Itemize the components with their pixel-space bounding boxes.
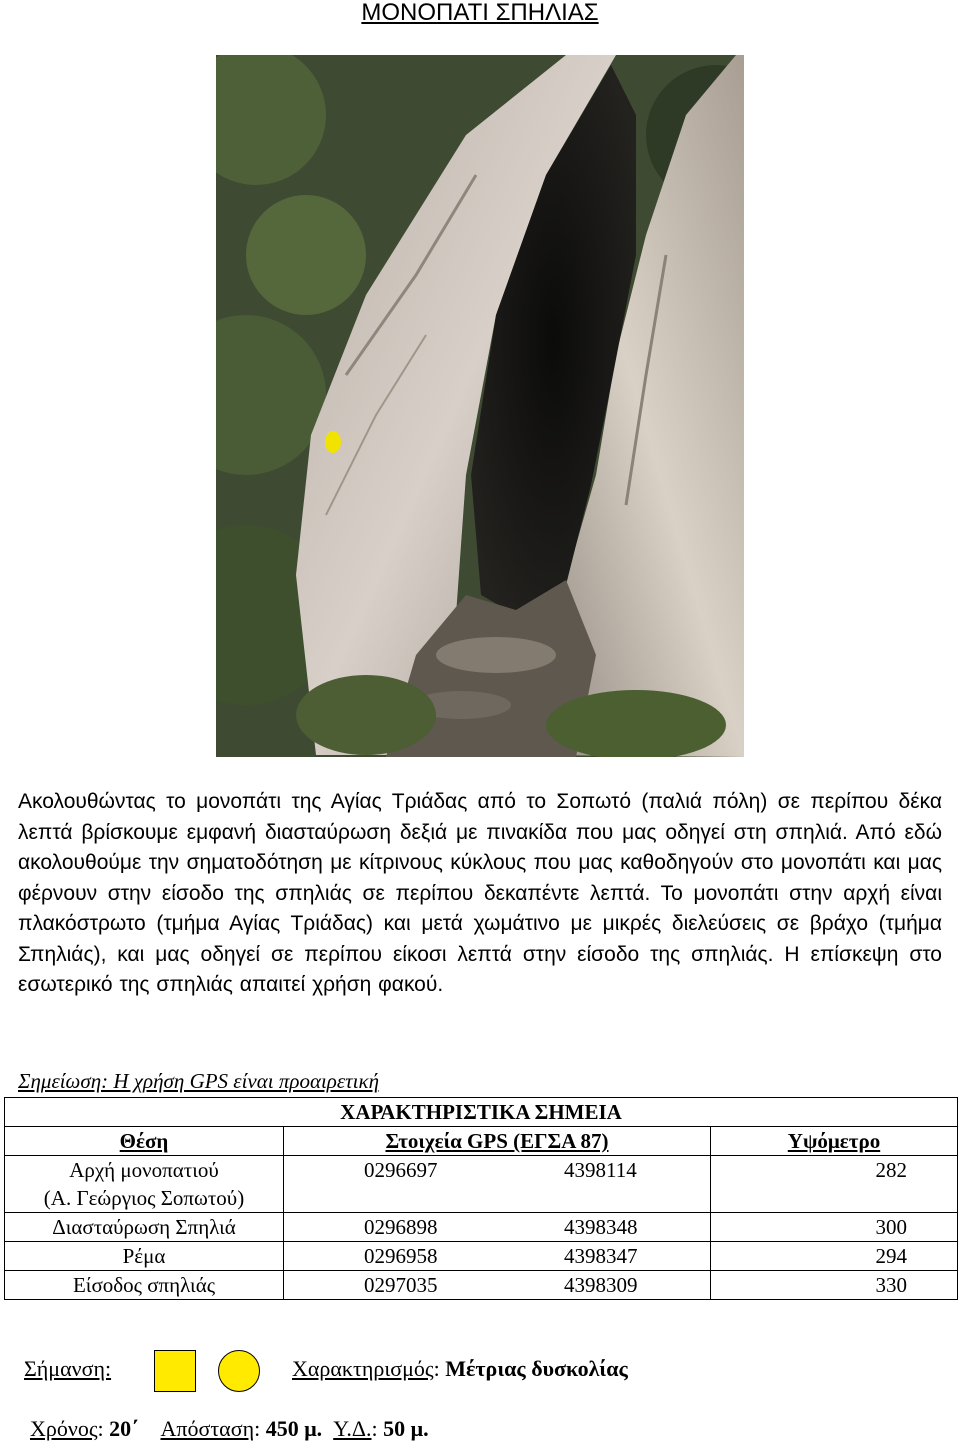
easting: 0296697 — [364, 1158, 438, 1182]
difficulty-value: Μέτριας δυσκολίας — [445, 1356, 628, 1381]
trail-stats: Χρόνος: 20΄ Απόσταση: 450 μ. Υ.Δ.: 50 μ. — [30, 1416, 429, 1441]
cell-gps — [284, 1271, 711, 1300]
northing: 4398348 — [564, 1215, 638, 1239]
description-paragraph: Ακολουθώντας το μονοπάτι της Αγίας Τριάδας από το Σοπωτό (παλιά πόλη) σε περίπου δέκα λεπτά βρίσκουμε εμφανή διασταύρωση δεξιά με πινακίδα που μας οδηγεί στη σπηλιά. Από εδώ ακολουθούμε την σηματοδότηση με κίτρινους κύκλους που μας καθοδηγούν στο μονοπάτι και μας φέρνουν στην είσοδο της σπηλιάς σε περίπου δεκαπέντε λεπτά. Το μονοπάτι στην αρχή είναι πλακόστρωτο (τμήμα Αγίας Τριάδας) και μετά χωμάτινο με μικρές διελεύσεις σε βράχο (τμήμα Σπηλιάς), και μας οδηγεί σε περίπου είκοσι λεπτά στην είσοδο της σπηλιάς. Η επίσκεψη στο εσωτερικό της σπηλιάς απαιτεί χρήση φακού. — [18, 790, 942, 996]
elevation-value: 50 μ. — [383, 1416, 429, 1441]
cell-altitude: 282 — [711, 1156, 958, 1213]
cell-position — [5, 1156, 284, 1213]
cell-gps — [284, 1242, 711, 1271]
difficulty-label: Χαρακτηρισμός — [292, 1356, 434, 1381]
cell-altitude: 300 — [711, 1213, 958, 1242]
easting: 0297035 — [364, 1273, 438, 1297]
table-caption: ΧΑΡΑΚΤΗΡΙΣΤΙΚΑ ΣΗΜΕΙΑ — [5, 1098, 958, 1127]
distance-value: 450 μ. — [265, 1416, 323, 1441]
page-title: ΜΟΝΟΠΑΤΙ ΣΠΗΛΙΑΣ — [361, 0, 599, 26]
cell-position: Ρέμα — [5, 1242, 284, 1271]
cave-photo-illustration — [216, 55, 744, 757]
table-row — [5, 1271, 958, 1300]
yellow-square-marker-icon — [154, 1350, 196, 1392]
marking-label: Σήμανση: — [24, 1356, 112, 1381]
gps-note: Σημείωση: Η χρήση GPS είναι προαιρετική — [18, 1069, 380, 1093]
cell-position: Διασταύρωση Σπηλιά — [5, 1213, 284, 1242]
yellow-trail-marker — [325, 431, 341, 453]
table-row — [5, 1242, 958, 1271]
northing: 4398114 — [564, 1158, 637, 1182]
cell-altitude: 294 — [711, 1242, 958, 1271]
position-line2: (Α. Γεώργιος Σοπωτού) — [43, 1186, 245, 1210]
cell-altitude: 330 — [711, 1271, 958, 1300]
table-header-row — [5, 1127, 958, 1156]
table-caption-row — [5, 1098, 958, 1127]
cell-gps — [284, 1213, 711, 1242]
header-gps: Στοιχεία GPS (ΕΓΣΑ 87) — [284, 1127, 711, 1156]
difficulty-separator: : — [433, 1356, 440, 1381]
marking-section — [24, 1355, 111, 1383]
waypoints-table — [4, 1097, 958, 1300]
northing: 4398347 — [564, 1244, 638, 1268]
header-position: Θέση — [5, 1127, 284, 1156]
position-line1: Αρχή μονοπατιού — [69, 1158, 219, 1182]
northing: 4398309 — [564, 1273, 638, 1297]
header-altitude: Υψόμετρο — [711, 1127, 958, 1156]
table-row — [5, 1213, 958, 1242]
cell-gps — [284, 1156, 711, 1213]
elevation-label: Υ.Δ. — [333, 1416, 372, 1441]
table-row — [5, 1156, 958, 1213]
easting: 0296898 — [364, 1215, 438, 1239]
distance-label: Απόσταση — [160, 1416, 255, 1441]
cell-position: Είσοδος σπηλιάς — [5, 1271, 284, 1300]
time-value: 20΄ — [109, 1416, 139, 1441]
cave-entrance-photo — [216, 55, 744, 757]
difficulty-section — [292, 1355, 628, 1383]
easting: 0296958 — [364, 1244, 438, 1268]
yellow-circle-marker-icon — [218, 1350, 260, 1392]
time-label: Χρόνος — [30, 1416, 98, 1441]
